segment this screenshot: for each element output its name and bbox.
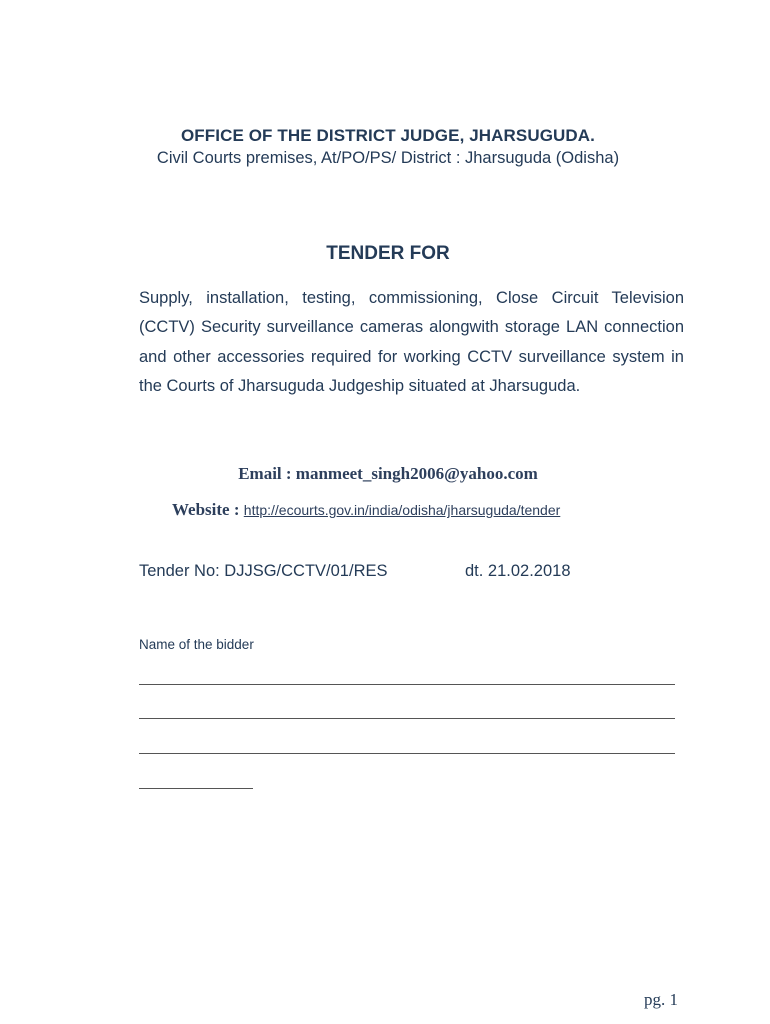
- bidder-name-line: [139, 788, 253, 789]
- tender-heading: TENDER FOR: [326, 243, 450, 264]
- tender-description: Supply, installation, testing, commissioning, Close Circuit Television (CCTV) Security surveillance cameras alongwith storage LAN connection and other accessories required for working CCTV surveillance system in the Courts of Jharsuguda Judgeship situated at Jharsuguda.: [139, 289, 684, 396]
- tender-number: Tender No: DJJSG/CCTV/01/RES: [139, 562, 388, 580]
- page-number: pg. 1: [644, 990, 678, 1009]
- bidder-name-line: [139, 718, 675, 719]
- website-label: Website :: [172, 500, 244, 519]
- office-title: OFFICE OF THE DISTRICT JUDGE, JHARSUGUDA.: [180, 126, 595, 145]
- website-line: [172, 500, 560, 520]
- bidder-name-line: [139, 684, 675, 685]
- bidder-name-label: Name of the bidder: [139, 637, 254, 652]
- tender-date: dt. 21.02.2018: [465, 562, 571, 580]
- bidder-name-line: [139, 753, 675, 754]
- office-address: Civil Courts premises, At/PO/PS/ District : Jharsuguda (Odisha): [156, 149, 620, 167]
- tender-number-row: [139, 562, 571, 581]
- email-line: Email : manmeet_singh2006@yahoo.com: [238, 464, 538, 483]
- website-link[interactable]: http://ecourts.gov.in/india/odisha/jharsuguda/tender: [243, 502, 561, 518]
